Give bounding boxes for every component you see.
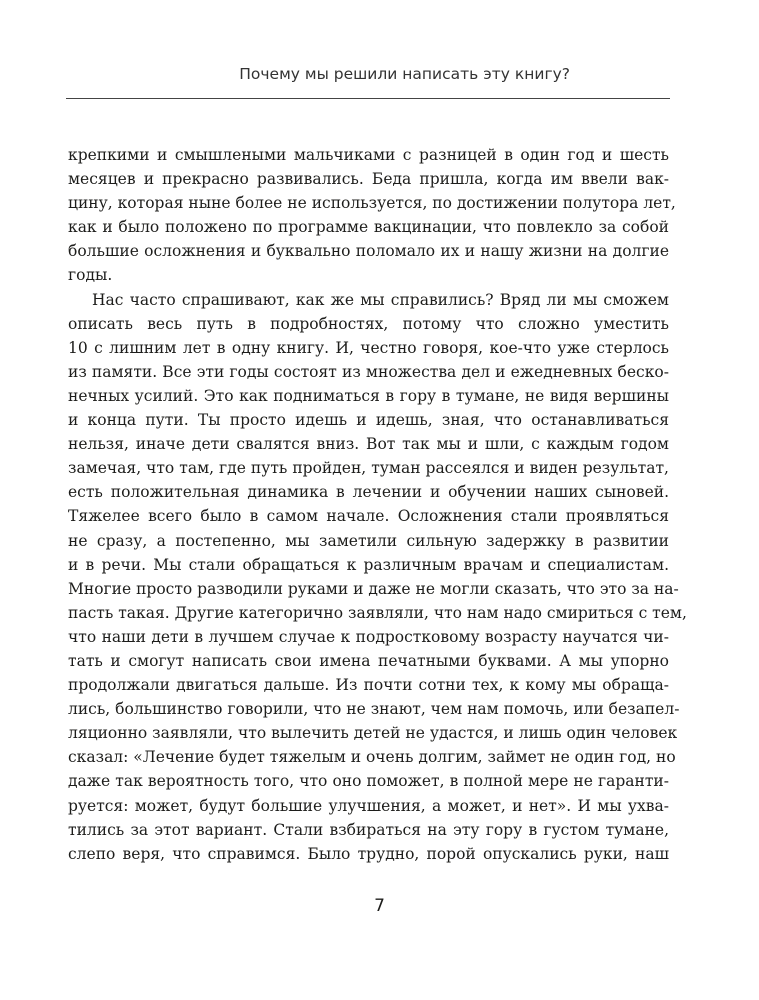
text-line: большие осложнения и буквально поломало их и нашу жизни на долгие (68, 242, 669, 261)
text-line: как и было положено по программе вакцинации, что повлекло за собой (68, 218, 669, 237)
text-line: есть положительная динамика в лечении и обучении наших сыновей. (68, 483, 669, 502)
text-line: Многие просто разводили руками и даже не могли сказать, что это за на- (68, 579, 679, 598)
text-line: лись, большинство говорили, что не знают, чем нам помочь, или безапел- (68, 700, 680, 719)
text-line: слепо веря, что справимся. Было трудно, порой опускались руки, наш (68, 844, 669, 863)
text-line: месяцев и прекрасно развивались. Беда пришла, когда им ввели вак- (68, 170, 669, 189)
text-line: и в речи. Мы стали обращаться к различным врачам и специалистам. (68, 555, 669, 574)
text-line: Нас часто спрашивают, как же мы справились? Вряд ли мы сможем (92, 290, 669, 309)
page-number: 7 (374, 896, 385, 916)
text-line: крепкими и смышлеными мальчиками с разницей в один год и шесть (68, 146, 669, 164)
text-line: годы. (68, 266, 113, 285)
text-line: Тяжелее всего было в самом начале. Осложнения стали проявляться (68, 507, 669, 526)
running-header-title: Почему мы решили написать эту книгу? (239, 65, 570, 83)
text-line: что наши дети в лучшем случае к подростковому возрасту научатся чи- (68, 627, 669, 646)
text-line: ляционно заявляли, что вылечить детей не удастся, и лишь один человек (68, 724, 678, 743)
running-header (66, 62, 670, 99)
text-line: из памяти. Все эти годы состоят из множества дел и ежедневных беско- (68, 362, 669, 381)
text-line: пасть такая. Другие категорично заявляли, что нам надо смириться с тем, (68, 603, 687, 622)
text-line: руется: может, будут большие улучшения, а может, и нет». И мы ухва- (68, 796, 669, 815)
text-line: цину, которая ныне более не используется, по достижении полутора лет, (68, 194, 676, 213)
text-line: и конца пути. Ты просто идешь и идешь, зная, что останавливаться (68, 411, 669, 430)
text-line: замечая, что там, где путь пройден, туман рассеялся и виден результат, (68, 459, 669, 478)
text-line: не сразу, а постепенно, мы заметили сильную задержку в развитии (68, 531, 669, 550)
text-line: сказал: «Лечение будет тяжелым и очень долгим, займет не один год, но (68, 748, 676, 767)
text-line: описать весь путь в подробностях, потому что сложно уместить (68, 314, 669, 333)
text-line: тать и смогут написать свои имена печатными буквами. А мы упорно (68, 651, 669, 670)
text-line: нельзя, иначе дети свалятся вниз. Вот так мы и шли, с каждым годом (68, 435, 669, 454)
text-line: даже так вероятность того, что оно поможет, в полной мере не гаранти- (68, 772, 669, 791)
text-line: продолжали двигаться дальше. Из почти сотни тех, к кому мы обраща- (68, 676, 669, 695)
body-text (68, 143, 687, 866)
text-line: нечных усилий. Это как подниматься в гору в тумане, не видя вершины (68, 386, 669, 405)
text-line: 10 с лишним лет в одну книгу. И, честно говоря, кое-что уже стерлось (68, 338, 669, 357)
text-line: тились за этот вариант. Стали взбираться на эту гору в густом тумане, (68, 820, 669, 839)
